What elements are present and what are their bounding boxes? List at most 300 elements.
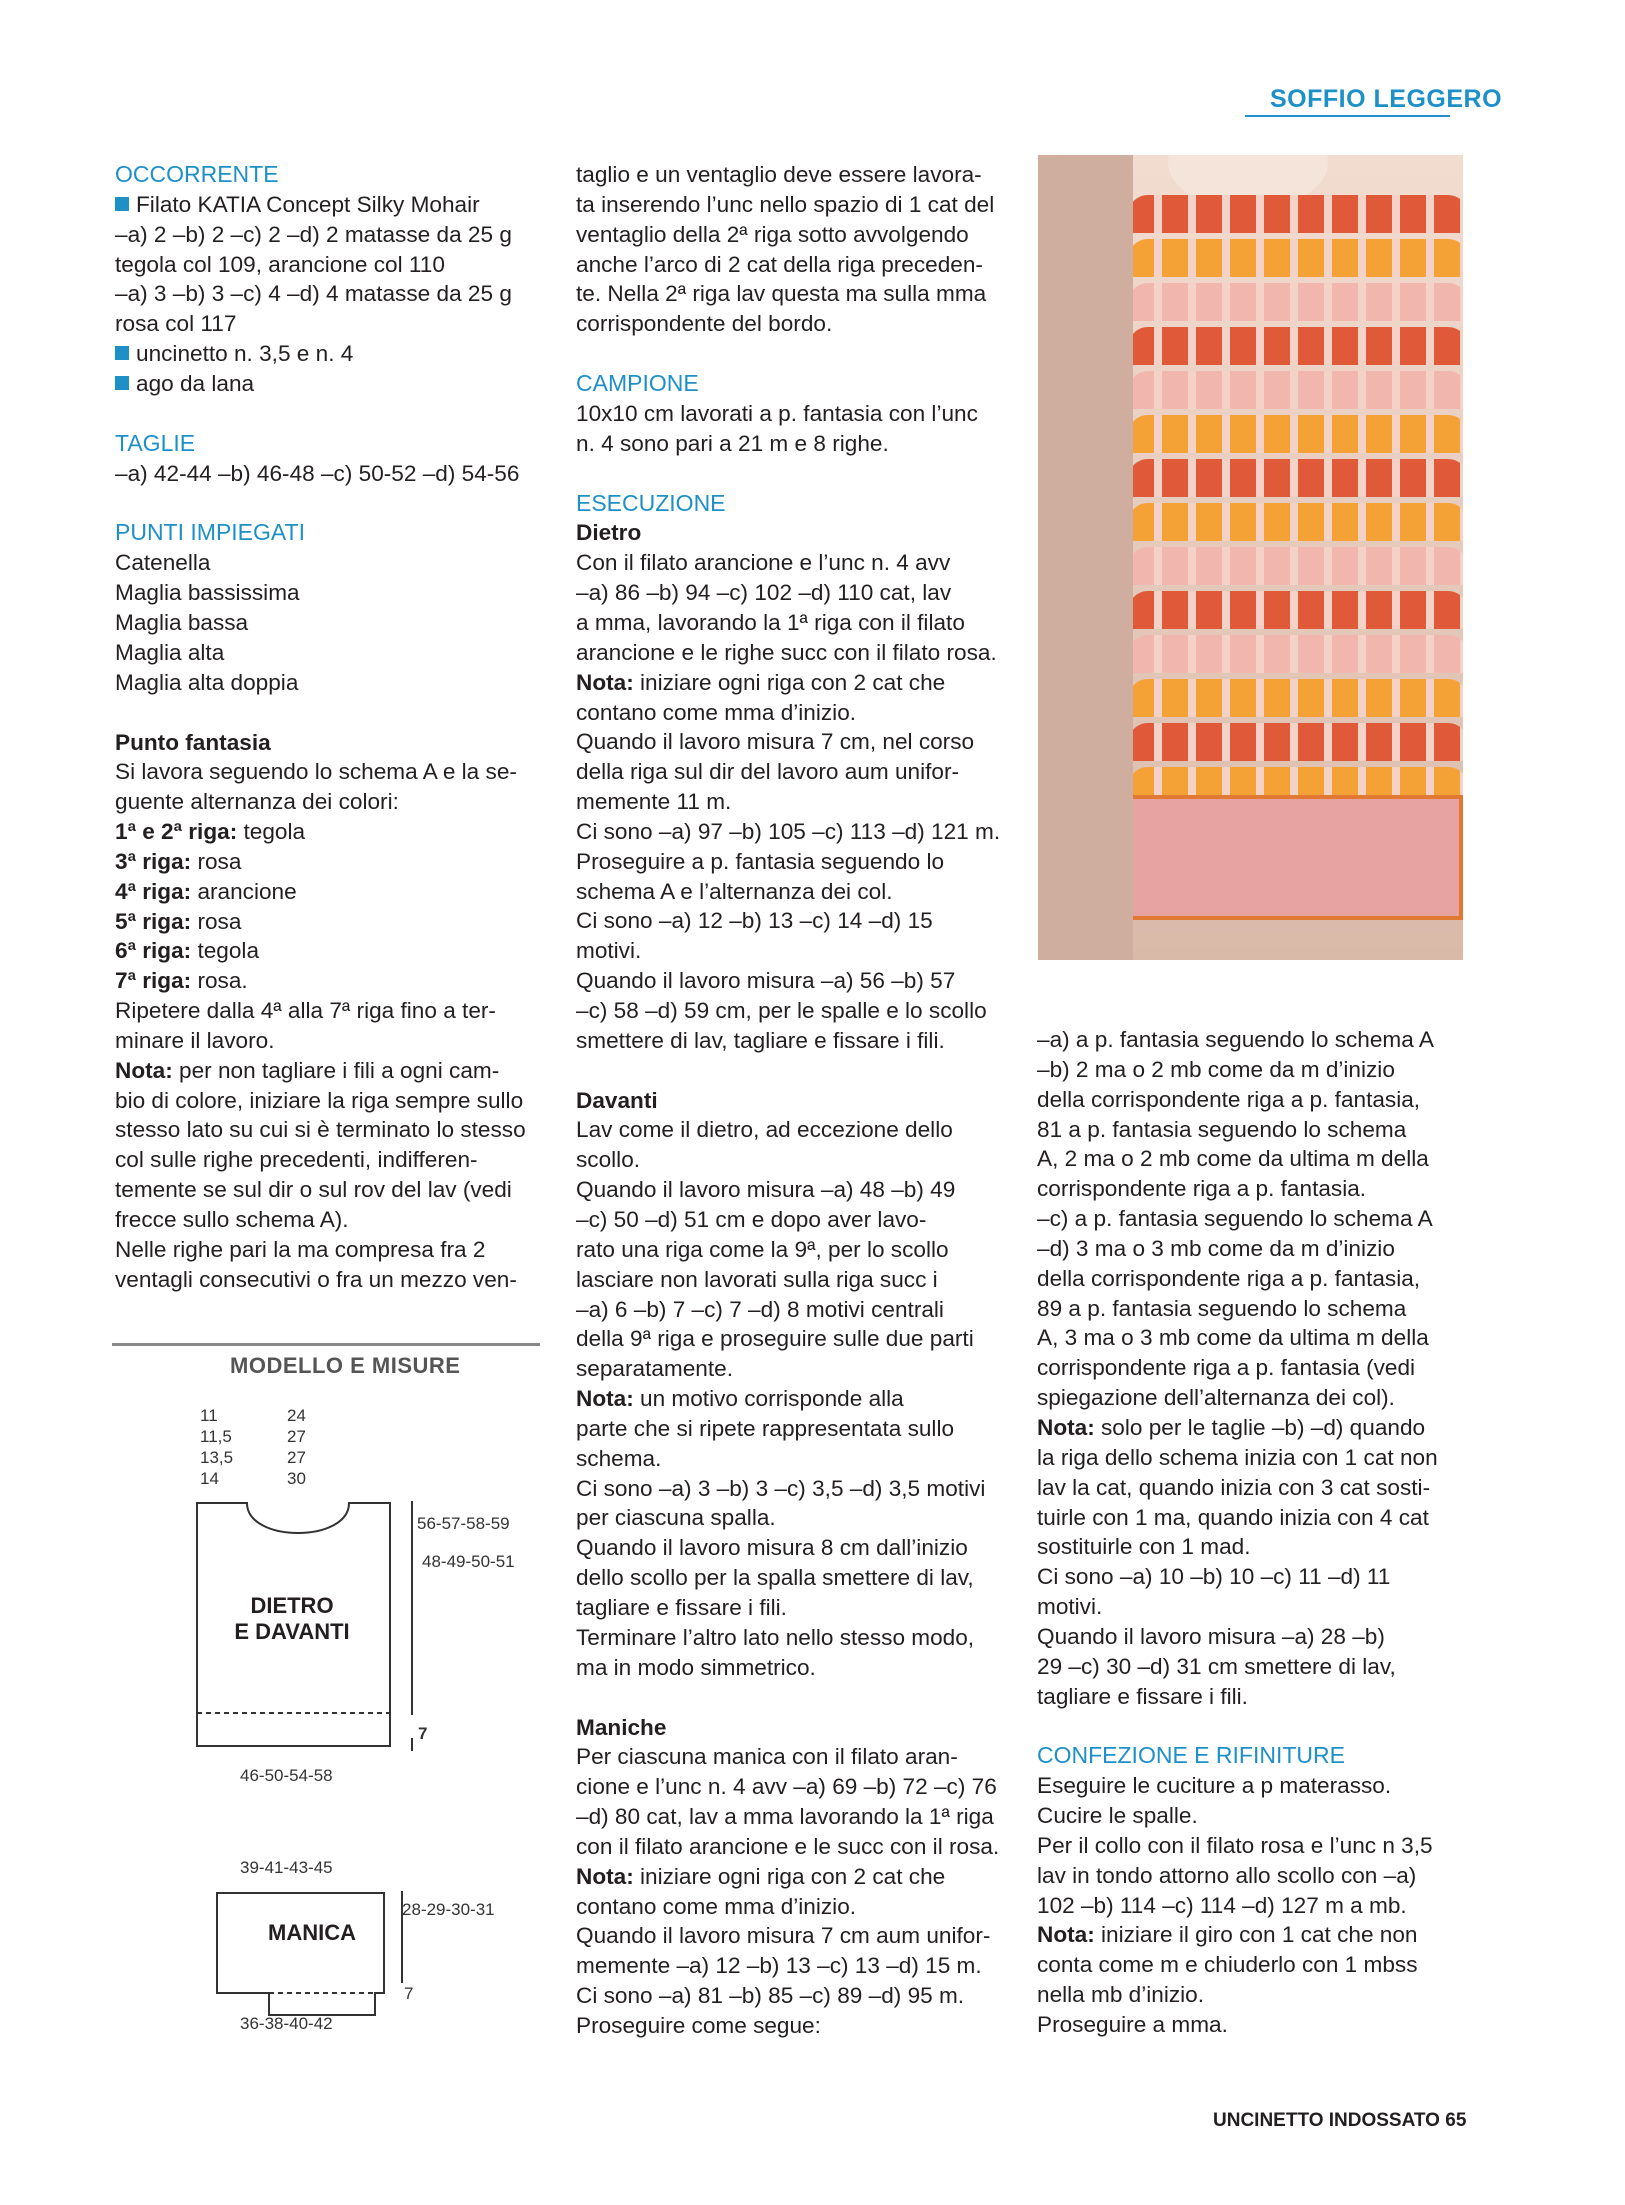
line-text: Ci sono –a) 81 –b) 85 –c) 89 –d) 95 m. — [576, 1983, 965, 2009]
line-text: della corrispondente riga a p. fantasia, — [1037, 1086, 1421, 1112]
text-line — [576, 1235, 1001, 1265]
text-line — [576, 1324, 1001, 1354]
text-line — [576, 429, 1001, 459]
text-line — [1037, 1144, 1462, 1174]
line-text: Ci sono –a) 3 –b) 3 –c) 3,5 –d) 3,5 motivi — [576, 1475, 986, 1501]
text-line — [1037, 1115, 1462, 1145]
size-diagram — [112, 1343, 540, 2043]
line-text: –d) 3 ma o 3 mb come da m d’inizio — [1037, 1235, 1395, 1261]
line-text: Ci sono –a) 12 –b) 13 –c) 14 –d) 15 — [576, 908, 933, 934]
bold-label: 3ª riga: — [115, 848, 192, 874]
line-text: frecce sullo schema A). — [115, 1207, 349, 1232]
text-line — [576, 1623, 1001, 1653]
text-line — [115, 668, 545, 698]
line-text: spiegazione dell’alternanza dei col). — [1037, 1385, 1395, 1411]
text-line — [576, 608, 1001, 638]
line-text: –c) 58 –d) 59 cm, per le spalle e lo scollo — [576, 997, 987, 1023]
text-line — [115, 1265, 545, 1295]
text-line — [576, 1265, 1001, 1295]
line-text: tegola — [191, 938, 260, 964]
line-text: Quando il lavoro misura 8 cm dall’inizio — [576, 1535, 968, 1561]
line-text: lasciare non lavorati sulla riga succ i — [576, 1266, 938, 1292]
line-text: 29 –c) 30 –d) 31 cm smettere di lav, — [1037, 1653, 1396, 1679]
line-text: 81 a p. fantasia seguendo lo schema — [1037, 1116, 1407, 1142]
bold-label: 7ª riga: — [115, 968, 192, 994]
text-line — [1037, 1264, 1462, 1294]
text-line — [576, 1742, 1001, 1772]
line-text: schema. — [576, 1445, 662, 1471]
text-line — [576, 1862, 1001, 1892]
line-text: arancione e le righe succ con il filato rosa. — [576, 639, 997, 665]
text-line — [115, 757, 545, 787]
text-line — [576, 727, 1001, 757]
knit-stripe — [1128, 503, 1463, 541]
line-text: –a) 86 –b) 94 –c) 102 –d) 110 cat, lav — [576, 580, 952, 606]
text-line — [576, 399, 1001, 429]
bold-label: 6ª riga: — [115, 938, 192, 964]
neck-depth-sizes: 24 27 27 30 — [287, 1406, 306, 1488]
body-label: DIETRO E DAVANTI — [234, 1593, 350, 1644]
spacer — [576, 339, 1001, 369]
page-number: 65 — [1445, 2110, 1467, 2131]
rib-size: 7 — [418, 1724, 428, 1743]
text-line — [576, 1145, 1001, 1175]
sleeve-top-sizes: 39-41-43-45 — [240, 1858, 333, 1877]
text-line — [576, 1951, 1001, 1981]
text-line — [115, 608, 545, 638]
line-text: motivi. — [576, 938, 642, 964]
text-line — [1037, 1323, 1462, 1353]
length-sizes: 56-57-58-59 — [417, 1514, 510, 1533]
text-line — [576, 1563, 1001, 1593]
text-line — [576, 1175, 1001, 1205]
knit-stripe — [1128, 679, 1463, 717]
text-line — [1037, 1801, 1462, 1831]
line-text: rato una riga come la 9ª, per lo scollo — [576, 1236, 949, 1262]
text-line — [576, 220, 1001, 250]
line-text: Maglia alta doppia — [115, 669, 299, 695]
text-line — [1037, 1174, 1462, 1204]
line-text: 10x10 cm lavorati a p. fantasia con l’unc — [576, 400, 978, 426]
line-text: taglio e un ventaglio deve essere lavora- — [576, 162, 982, 187]
text-line — [576, 1205, 1001, 1235]
line-text: Quando il lavoro misura –a) 56 –b) 57 — [576, 968, 956, 994]
line-text: Proseguire a mma. — [1037, 2012, 1228, 2037]
text-line — [115, 1205, 545, 1235]
spacer — [115, 698, 545, 728]
line-text: solo per le taglie –b) –d) quando — [1094, 1414, 1426, 1440]
text-line — [115, 907, 545, 937]
line-text: memente 11 m. — [576, 789, 732, 815]
line-text: A, 2 ma o 2 mb come da ultima m della — [1037, 1146, 1429, 1172]
text-line — [576, 996, 1001, 1026]
text-line — [576, 1981, 1001, 2011]
line-text: della corrispondente riga a p. fantasia, — [1037, 1265, 1421, 1291]
line-text: scollo. — [576, 1147, 641, 1173]
line-text: Punto fantasia — [115, 729, 271, 755]
line-text: ma in modo simmetrico. — [576, 1654, 816, 1680]
text-line — [576, 250, 1001, 280]
line-text: corrispondente riga a p. fantasia (vedi — [1037, 1355, 1416, 1381]
line-text: –a) 3 –b) 3 –c) 4 –d) 4 matasse da 25 g — [115, 281, 512, 307]
line-text: Si lavora seguendo lo schema A e la se- — [115, 759, 517, 785]
text-line — [1037, 1503, 1462, 1533]
bullet-icon — [115, 346, 129, 360]
line-text: –c) a p. fantasia seguendo lo schema A — [1037, 1206, 1433, 1232]
text-line — [115, 339, 545, 369]
subheading — [576, 1713, 1001, 1743]
text-line — [1037, 1562, 1462, 1592]
line-text: ESECUZIONE — [576, 489, 726, 516]
line-text: la riga dello schema inizia con 1 cat non — [1037, 1444, 1438, 1470]
line-text: Maglia alta — [115, 639, 225, 665]
knit-stripe — [1128, 591, 1463, 629]
text-line — [576, 1593, 1001, 1623]
text-line — [576, 1802, 1001, 1832]
text-line — [1037, 1771, 1462, 1801]
line-text: corrispondente del bordo. — [576, 311, 833, 337]
text-line — [576, 1354, 1001, 1384]
magazine-name: UNCINETTO INDOSSATO — [1213, 2110, 1440, 2131]
line-text: minare il lavoro. — [115, 1027, 275, 1053]
line-text: ventagli consecutivi o fra un mezzo ven- — [115, 1266, 517, 1292]
bold-label: Nota: — [1037, 1922, 1095, 1948]
line-text: Maglia bassissima — [115, 580, 300, 606]
text-line — [576, 1921, 1001, 1951]
text-line — [576, 787, 1001, 817]
text-line — [576, 638, 1001, 668]
text-line — [115, 1056, 545, 1086]
text-line — [115, 190, 545, 220]
text-line — [115, 548, 545, 578]
line-text: un motivo corrisponde alla — [633, 1386, 904, 1412]
text-line — [576, 1533, 1001, 1563]
line-text: Cucire le spalle. — [1037, 1803, 1198, 1829]
line-text: conta come m e chiuderlo con 1 mbss — [1037, 1952, 1418, 1978]
line-text: Eseguire le cuciture a p materasso. — [1037, 1773, 1392, 1799]
line-text: tagliare e fissare i fili. — [1037, 1683, 1248, 1709]
text-line — [115, 787, 545, 817]
text-line — [1037, 1891, 1462, 1921]
line-text: 89 a p. fantasia seguendo lo schema — [1037, 1295, 1407, 1321]
line-text: per non tagliare i fili a ogni cam- — [172, 1057, 500, 1083]
line-text: uncinetto n. 3,5 e n. 4 — [136, 341, 354, 367]
line-text: guente alternanza dei colori: — [115, 789, 399, 815]
text-line — [1037, 1861, 1462, 1891]
header-rule — [1245, 115, 1450, 117]
line-text: –a) 2 –b) 2 –c) 2 –d) 2 matasse da 25 g — [115, 221, 512, 247]
text-line — [115, 877, 545, 907]
line-text: motivi. — [1037, 1594, 1103, 1620]
text-line — [1037, 1443, 1462, 1473]
knit-stripe — [1128, 723, 1463, 761]
line-text: iniziare ogni riga con 2 cat che — [633, 669, 946, 695]
text-line — [1037, 2010, 1462, 2040]
line-text: iniziare il giro con 1 cat che non — [1094, 1922, 1418, 1948]
text-line — [576, 877, 1001, 907]
knit-stripe — [1128, 239, 1463, 277]
section-heading — [1037, 1741, 1462, 1771]
line-text: –a) a p. fantasia seguendo lo schema A — [1037, 1027, 1434, 1052]
text-line — [576, 1414, 1001, 1444]
text-line — [1037, 1682, 1462, 1712]
line-text: n. 4 sono pari a 21 m e 8 righe. — [576, 430, 889, 456]
section-heading — [576, 489, 1001, 519]
line-text: Per ciascuna manica con il filato aran- — [576, 1744, 958, 1770]
line-text: separatamente. — [576, 1356, 733, 1382]
bold-label: 1ª e 2ª riga: — [115, 819, 238, 845]
line-text: bio di colore, iniziare la riga sempre sullo — [115, 1087, 524, 1113]
line-text: Proseguire come segue: — [576, 2012, 821, 2038]
line-text: con il filato arancione e le succ con il rosa. — [576, 1833, 1000, 1859]
text-line — [115, 996, 545, 1026]
bold-label: 4ª riga: — [115, 878, 192, 904]
line-text: Filato KATIA Concept Silky Mohair — [136, 191, 480, 217]
sleeve-length-sizes: 28-29-30-31 — [402, 1900, 495, 1919]
line-text: Proseguire a p. fantasia seguendo lo — [576, 848, 945, 874]
line-text: corrispondente riga a p. fantasia. — [1037, 1176, 1367, 1202]
knit-stripe — [1128, 459, 1463, 497]
spacer — [115, 399, 545, 429]
line-text: memente –a) 12 –b) 13 –c) 13 –d) 15 m. — [576, 1953, 982, 1979]
text-line — [576, 1832, 1001, 1862]
diagram-title: MODELLO E MISURE — [230, 1353, 461, 1378]
text-line — [1037, 1383, 1462, 1413]
text-line — [115, 1235, 545, 1265]
text-line — [115, 369, 545, 399]
line-text: –c) 50 –d) 51 cm e dopo aver lavo- — [576, 1207, 927, 1232]
line-text: arancione — [191, 878, 297, 904]
knit-stripe — [1128, 371, 1463, 409]
line-text: Nelle righe pari la ma compresa fra 2 — [115, 1236, 486, 1262]
line-text: contano come mma d’inizio. — [576, 1893, 857, 1919]
spacer — [576, 459, 1001, 489]
text-line — [115, 309, 545, 339]
line-text: rosa — [191, 908, 242, 934]
text-line — [115, 936, 545, 966]
subheading — [576, 518, 1001, 548]
text-line — [576, 548, 1001, 578]
text-line — [1037, 1294, 1462, 1324]
text-line — [576, 847, 1001, 877]
line-text: lav la cat, quando inizia con 3 cat sosti- — [1037, 1474, 1431, 1500]
text-line — [115, 847, 545, 877]
bold-label: Nota: — [1037, 1414, 1095, 1440]
line-text: col sulle righe precedenti, indifferen- — [115, 1147, 478, 1173]
line-text: tuirle con 1 ma, quando inizia con 4 cat — [1037, 1504, 1429, 1530]
text-line — [1037, 1592, 1462, 1622]
line-text: Quando il lavoro misura –a) 48 –b) 49 — [576, 1177, 956, 1203]
subheading — [115, 728, 545, 758]
line-text: Quando il lavoro misura 7 cm aum unifor- — [576, 1923, 991, 1949]
text-line — [115, 966, 545, 996]
line-text: PUNTI IMPIEGATI — [115, 519, 305, 546]
spacer — [115, 488, 545, 518]
subheading — [576, 1086, 1001, 1116]
text-line — [576, 817, 1001, 847]
column-left — [115, 160, 545, 1295]
spacer — [1037, 1711, 1462, 1741]
text-line — [576, 1503, 1001, 1533]
knit-stripe — [1128, 195, 1463, 233]
text-line — [576, 698, 1001, 728]
bold-label: Nota: — [576, 669, 634, 695]
page-footer — [1213, 2110, 1466, 2132]
line-text: ventaglio della 2ª riga sotto avvolgendo — [576, 221, 969, 247]
line-text: sostituirle con 1 mad. — [1037, 1534, 1251, 1560]
text-line — [576, 1892, 1001, 1922]
line-text: te. Nella 2ª riga lav questa ma sulla mma — [576, 281, 987, 307]
section-heading — [115, 160, 545, 190]
line-text: nella mb d’inizio. — [1037, 1982, 1205, 2008]
sleeve-rib-size: 7 — [404, 1984, 414, 2003]
text-line — [1037, 1234, 1462, 1264]
line-text: ta inserendo l’unc nello spazio di 1 cat del — [576, 191, 995, 217]
width-sizes: 46-50-54-58 — [240, 1766, 333, 1785]
text-line — [576, 668, 1001, 698]
text-line — [576, 1384, 1001, 1414]
background-wall — [1038, 155, 1133, 960]
text-line — [1037, 1980, 1462, 2010]
line-text: contano come mma d’inizio. — [576, 699, 857, 725]
line-text: temente se sul dir o sul rov del lav (vedi — [115, 1177, 512, 1203]
text-line — [1037, 1622, 1462, 1652]
line-text: –a) 42-44 –b) 46-48 –c) 50-52 –d) 54-56 — [115, 460, 520, 486]
line-text: Terminare l’altro lato nello stesso modo, — [576, 1624, 975, 1650]
line-text: Lav come il dietro, ad eccezione dello — [576, 1117, 953, 1143]
text-line — [115, 1175, 545, 1205]
text-line — [115, 578, 545, 608]
sweater-photo — [1038, 155, 1463, 960]
text-line — [1037, 1652, 1462, 1682]
text-line — [576, 757, 1001, 787]
line-text: iniziare ogni riga con 2 cat che — [633, 1863, 946, 1889]
line-text: parte che si ripete rappresentata sullo — [576, 1415, 955, 1441]
text-line — [576, 906, 1001, 936]
line-text: Ci sono –a) 97 –b) 105 –c) 113 –d) 121 m. — [576, 818, 1001, 844]
line-text: Davanti — [576, 1087, 658, 1113]
text-line — [576, 578, 1001, 608]
neck-width-sizes: 11 11,5 13,5 14 — [200, 1406, 234, 1488]
line-text: Quando il lavoro misura 7 cm, nel corso — [576, 729, 975, 755]
section-title: SOFFIO LEGGERO — [1270, 85, 1503, 113]
text-line — [1037, 1831, 1462, 1861]
line-text: per ciascuna spalla. — [576, 1505, 776, 1531]
text-line — [115, 220, 545, 250]
bold-label: Nota: — [576, 1386, 634, 1412]
text-line — [576, 1653, 1001, 1683]
line-text: –a) 6 –b) 7 –c) 7 –d) 8 motivi centrali — [576, 1296, 944, 1322]
sleeve-cuff — [1113, 795, 1463, 920]
line-text: CONFEZIONE E RIFINITURE — [1037, 1742, 1345, 1769]
line-text: della riga sul dir del lavoro aum unifor- — [576, 759, 960, 785]
text-line — [115, 1145, 545, 1175]
line-text: cione e l’unc n. 4 avv –a) 69 –b) 72 –c) 76 — [576, 1774, 997, 1800]
line-text: schema A e l’alternanza dei col. — [576, 878, 893, 904]
armhole-sizes: 48-49-50-51 — [422, 1552, 515, 1571]
text-line — [576, 966, 1001, 996]
line-text: Maniche — [576, 1714, 667, 1740]
text-line — [576, 1444, 1001, 1474]
line-text: Catenella — [115, 550, 211, 576]
line-text: rosa col 117 — [115, 311, 237, 337]
spacer — [576, 1683, 1001, 1713]
text-line — [576, 1295, 1001, 1325]
line-text: –b) 2 ma o 2 mb come da m d’inizio — [1037, 1056, 1395, 1082]
text-line — [576, 936, 1001, 966]
line-text: Per il collo con il filato rosa e l’unc n 3,5 — [1037, 1832, 1433, 1858]
knit-stripe — [1128, 547, 1463, 585]
line-text: Ci sono –a) 10 –b) 10 –c) 11 –d) 11 — [1037, 1564, 1391, 1590]
text-line — [576, 1772, 1001, 1802]
line-text: tegola — [237, 819, 306, 845]
line-text: TAGLIE — [115, 429, 196, 456]
text-line — [1037, 1473, 1462, 1503]
line-text: dello scollo per la spalla smettere di lav, — [576, 1565, 974, 1591]
section-heading — [115, 429, 545, 459]
line-text: tagliare e fissare i fili. — [576, 1594, 787, 1620]
line-text: Quando il lavoro misura –a) 28 –b) — [1037, 1623, 1385, 1649]
knit-stripe — [1128, 327, 1463, 365]
spacer — [576, 1056, 1001, 1086]
line-text: –d) 80 cat, lav a mma lavorando la 1ª riga — [576, 1804, 994, 1830]
line-text: OCCORRENTE — [115, 161, 279, 187]
line-text: Maglia bassa — [115, 609, 249, 635]
text-line — [1037, 1950, 1462, 1980]
text-line — [576, 2011, 1001, 2041]
sleeve-bottom-sizes: 36-38-40-42 — [240, 2014, 333, 2033]
text-line — [1037, 1204, 1462, 1234]
text-line — [1037, 1532, 1462, 1562]
bold-label: 5ª riga: — [115, 908, 192, 934]
column-right — [1037, 1025, 1462, 2040]
text-line — [576, 1026, 1001, 1056]
knit-stripe — [1128, 283, 1463, 321]
section-heading — [576, 369, 1001, 399]
line-text: 102 –b) 114 –c) 114 –d) 127 m a mb. — [1037, 1892, 1407, 1918]
text-line — [576, 309, 1001, 339]
text-line — [576, 1474, 1001, 1504]
text-line — [576, 190, 1001, 220]
sleeve-label: MANICA — [268, 1920, 356, 1945]
sleeve-outline — [217, 1893, 384, 2015]
text-line — [115, 638, 545, 668]
line-text: lav in tondo attorno allo scollo con –a) — [1037, 1862, 1417, 1888]
text-line — [1037, 1055, 1462, 1085]
line-text: Dietro — [576, 520, 642, 546]
bold-label: Nota: — [576, 1863, 634, 1889]
line-text: rosa — [191, 848, 242, 874]
line-text: Con il filato arancione e l’unc n. 4 avv — [576, 550, 951, 576]
line-text: A, 3 ma o 3 mb come da ultima m della — [1037, 1325, 1429, 1351]
bullet-icon — [115, 197, 129, 211]
line-text: ago da lana — [136, 370, 255, 396]
text-line — [576, 1115, 1001, 1145]
text-line — [115, 817, 545, 847]
line-text: della 9ª riga e proseguire sulle due parti — [576, 1326, 974, 1352]
line-text: anche l’arco di 2 cat della riga preceden- — [576, 251, 983, 277]
knit-stripe — [1128, 415, 1463, 453]
text-line — [115, 459, 545, 489]
text-line — [1037, 1353, 1462, 1383]
text-line — [1037, 1413, 1462, 1443]
line-text: a mma, lavorando la 1ª riga con il filato — [576, 609, 965, 635]
text-line — [1037, 1025, 1462, 1055]
text-line — [115, 279, 545, 309]
text-line — [115, 1026, 545, 1056]
text-line — [115, 250, 545, 280]
knit-stripe — [1128, 635, 1463, 673]
